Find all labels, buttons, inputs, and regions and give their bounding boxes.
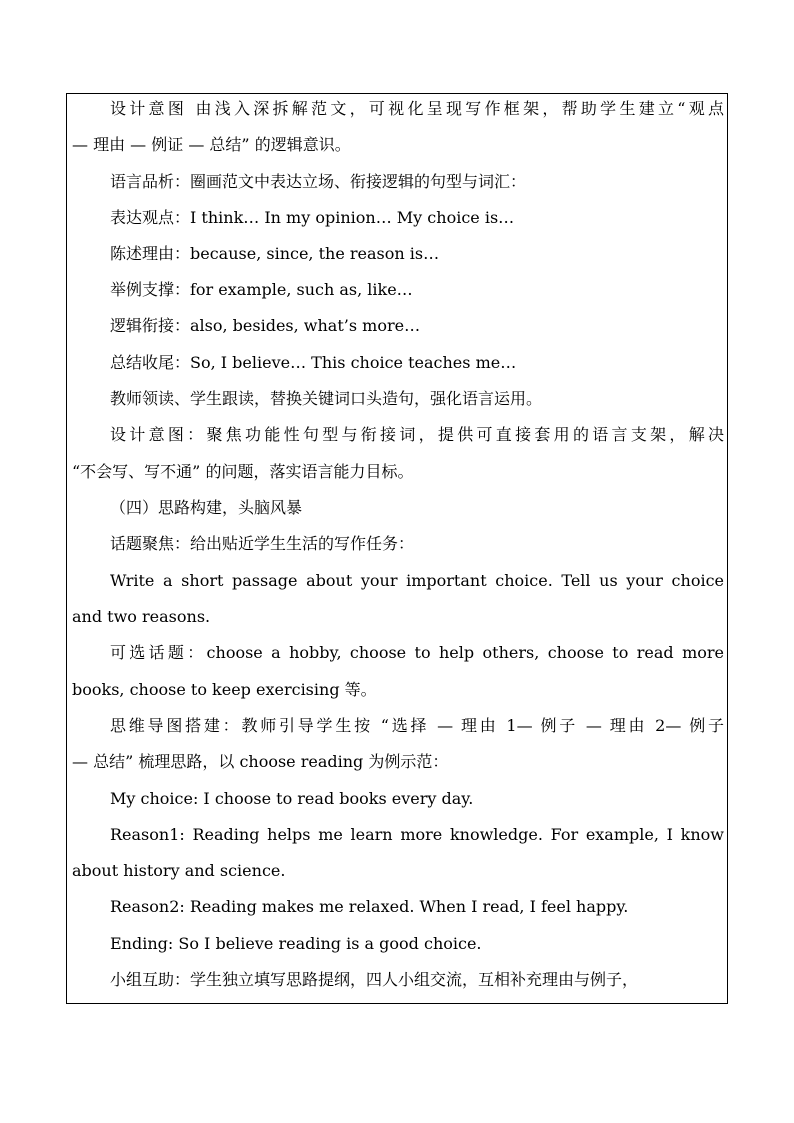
writing-task-line-1: Write a short passage about your important choice. Tell us your choice bbox=[110, 571, 724, 590]
mind-map-line-2: — 总结” 梳理思路，以 choose reading 为例示范： bbox=[72, 752, 449, 771]
section-heading: （四）思路构建，头脑风暴 bbox=[110, 498, 303, 517]
mind-map-line-1: 思维导图搭建：教师引导学生按 “选择 — 理由 1— 例子 — 理由 2— 例子 bbox=[110, 716, 724, 735]
expressing-opinion-line: 表达观点：I think… In my opinion… My choice is… bbox=[110, 208, 515, 227]
my-choice-line: My choice: I choose to read books every day. bbox=[110, 789, 474, 808]
design-intent-2-line-2: “不会写、写不通” 的问题，落实语言能力目标。 bbox=[72, 462, 414, 481]
summary-ending-line: 总结收尾：So, I believe… This choice teaches me… bbox=[110, 353, 517, 372]
giving-examples-line: 举例支撑：for example, such as, like… bbox=[110, 280, 413, 299]
reason1-line-1: Reason1: Reading helps me learn more knowledge. For example, I know bbox=[110, 825, 724, 844]
logical-connectors-line: 逻辑衔接：also, besides, what’s more… bbox=[110, 316, 421, 335]
design-intent-2-line-1: 设计意图：聚焦功能性句型与衔接词，提供可直接套用的语言支架，解决 bbox=[110, 425, 724, 444]
group-work-paragraph: 小组互助：学生独立填写思路提纲，四人小组交流，互相补充理由与例子， bbox=[110, 970, 639, 989]
reason1-line-2: about history and science. bbox=[72, 861, 286, 880]
design-intent-line-1: 设计意图 由浅入深拆解范文，可视化呈现写作框架，帮助学生建立“观点 bbox=[110, 99, 724, 118]
design-intent-line-2: — 理由 — 例证 — 总结” 的逻辑意识。 bbox=[72, 135, 351, 154]
stating-reasons-line: 陈述理由：because, since, the reason is… bbox=[110, 244, 440, 263]
topic-focus-paragraph: 话题聚焦：给出贴近学生生活的写作任务： bbox=[110, 534, 415, 553]
ending-line: Ending: So I believe reading is a good choice. bbox=[110, 934, 482, 953]
language-analysis-paragraph: 语言品析：圈画范文中表达立场、衔接逻辑的句型与词汇： bbox=[110, 172, 527, 191]
optional-topics-line-1: 可选话题：choose a hobby, choose to help others, choose to read more bbox=[110, 643, 724, 662]
reason2-line: Reason2: Reading makes me relaxed. When I read, I feel happy. bbox=[110, 897, 629, 916]
teacher-reading-paragraph: 教师领读、学生跟读，替换关键词口头造句，强化语言运用。 bbox=[110, 389, 543, 408]
writing-task-line-2: and two reasons. bbox=[72, 607, 211, 626]
optional-topics-line-2: books, choose to keep exercising 等。 bbox=[72, 680, 377, 699]
